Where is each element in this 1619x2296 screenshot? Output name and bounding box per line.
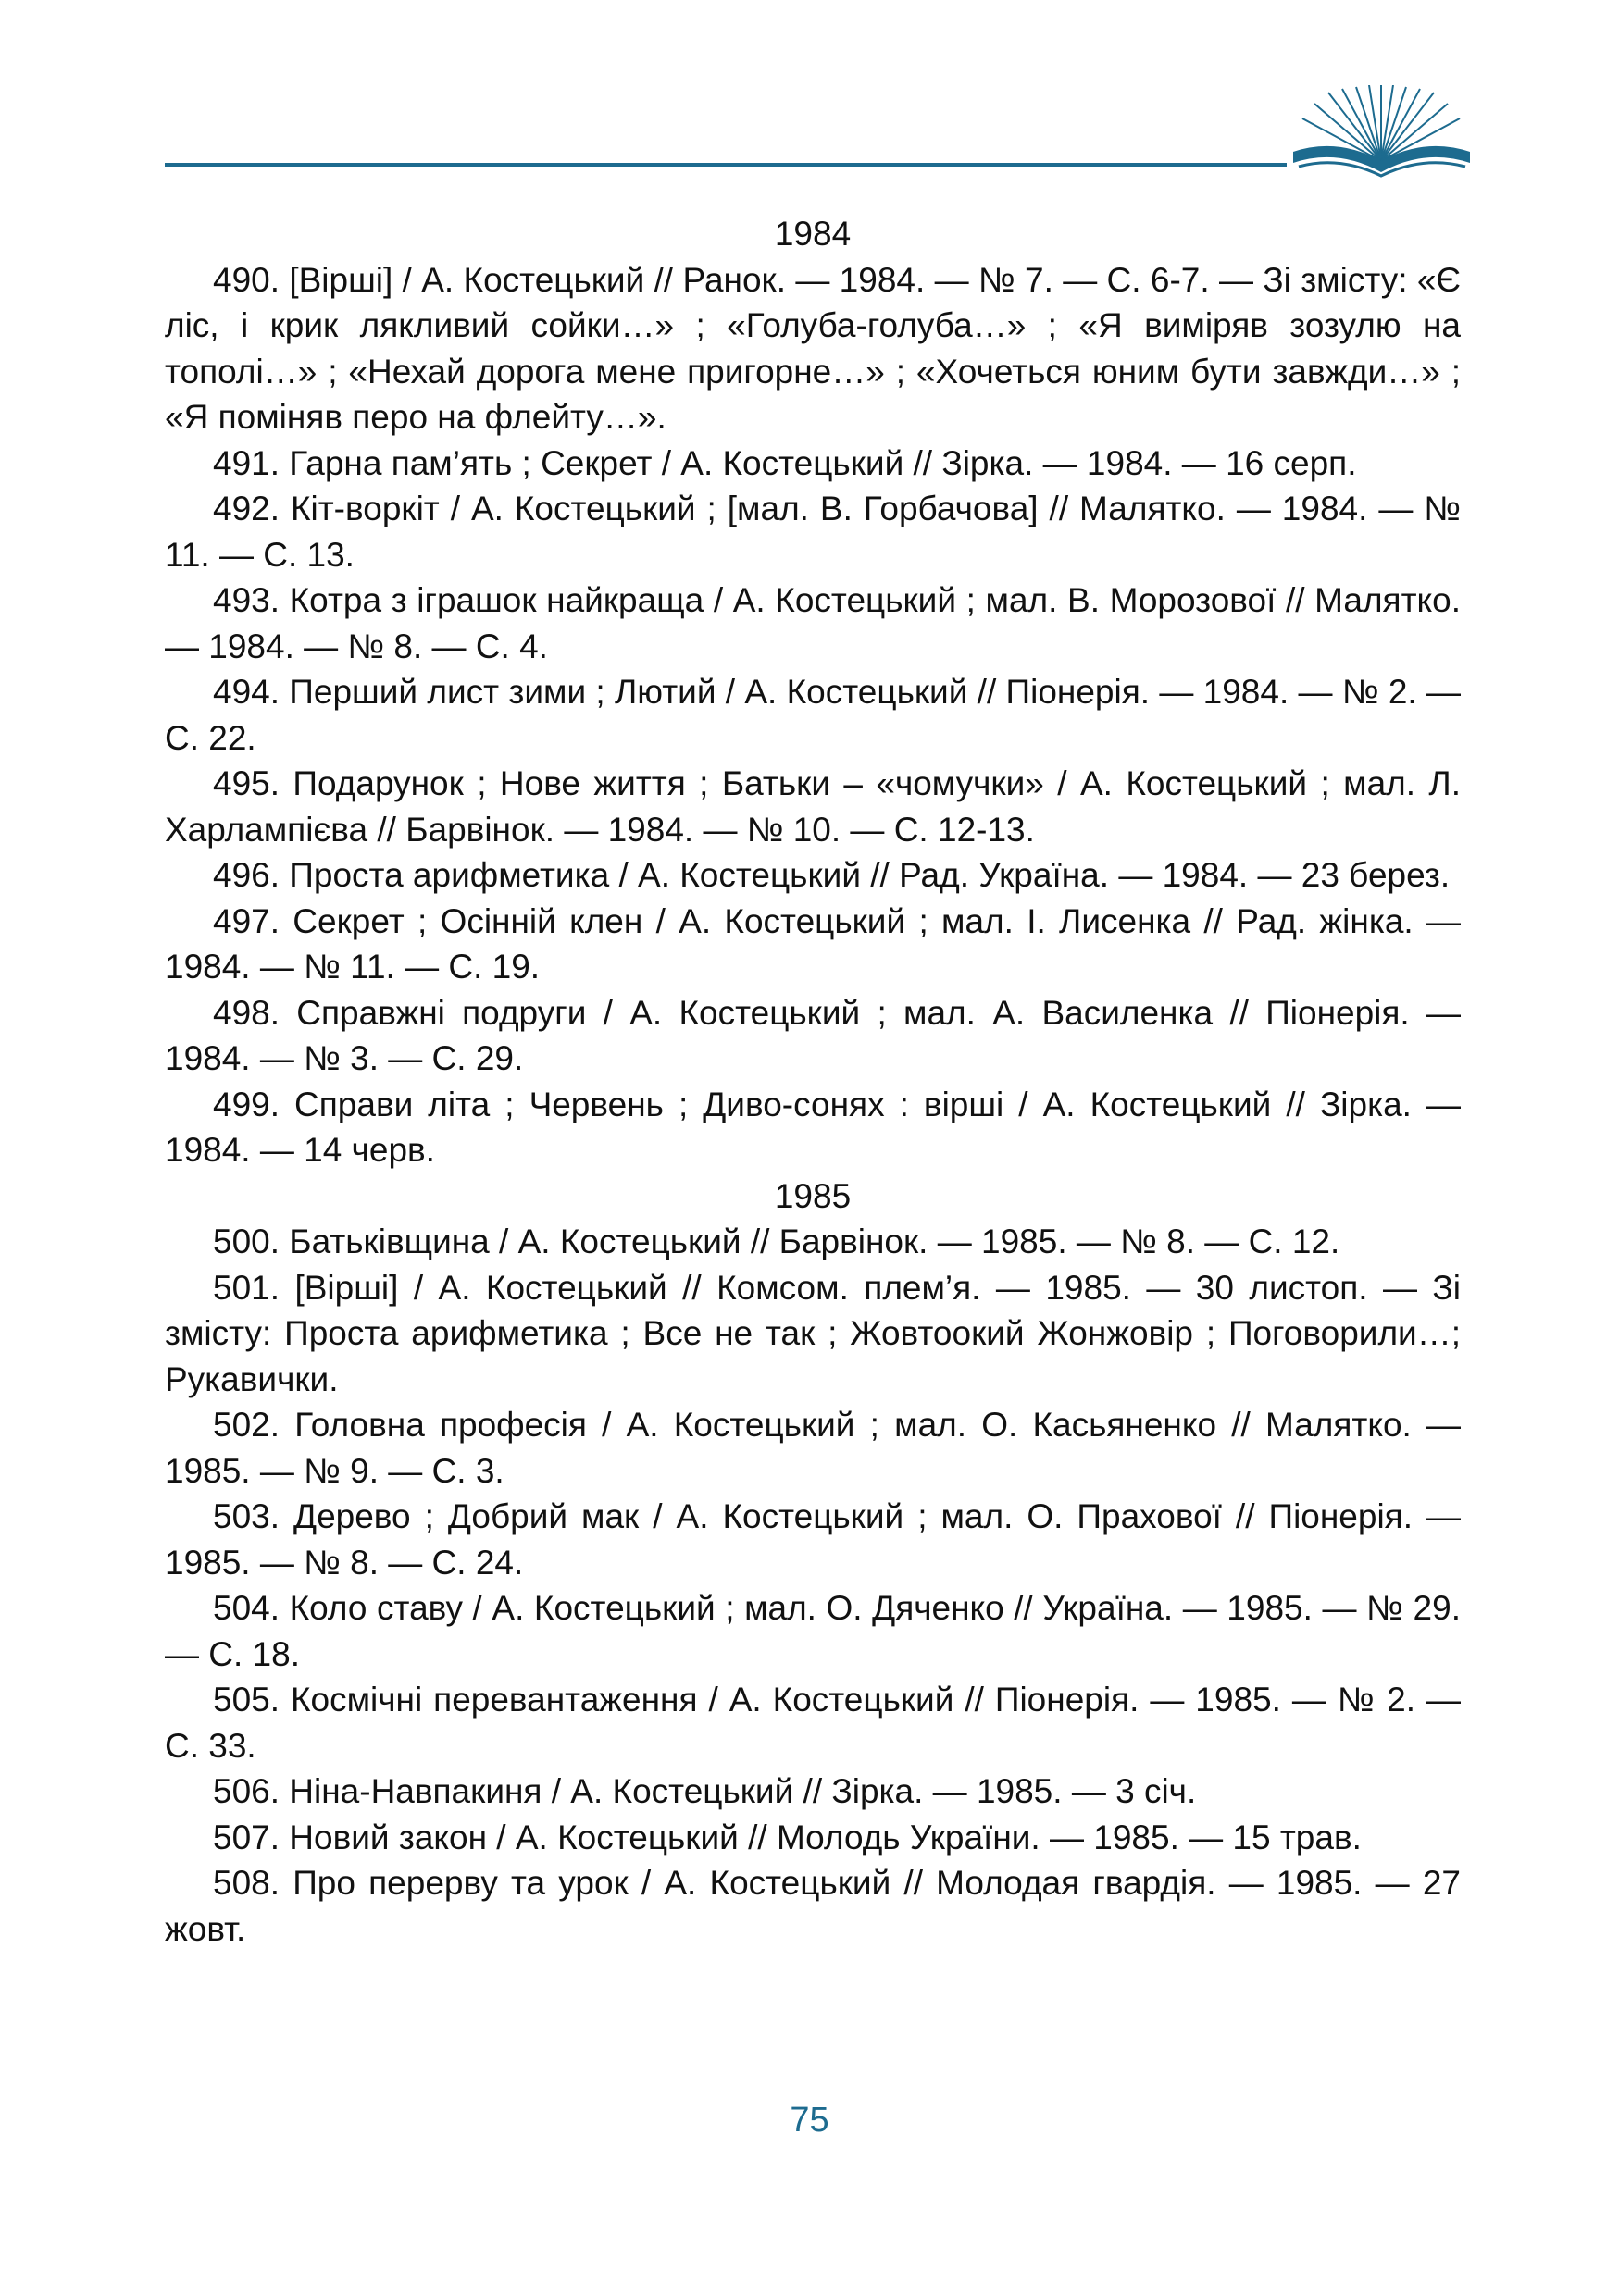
year-heading: 1984 bbox=[774, 215, 852, 253]
section-1984 bbox=[165, 211, 1461, 1173]
entry-502: 502. Головна професія / А. Костецький ; мал. О. Касьяненко // Малятко. — 1985. — № 9. — С. 3. bbox=[165, 1406, 1461, 1490]
entry-499: 499. Справи літа ; Червень ; Диво-сонях : вірші / А. Костецький // Зірка. — 1984. — 14 черв. bbox=[165, 1085, 1461, 1169]
entry-492: 492. Кіт-воркіт / А. Костецький ; [мал. В. Горбачова] // Малятко. — 1984. — № 11. — С. 13. bbox=[165, 490, 1461, 574]
entry-495: 495. Подарунок ; Нове життя ; Батьки – «чомучки» / А. Костецький ; мал. Л. Харлампієва // Барвінок. — 1984. — № 10. — С. 12-13. bbox=[165, 764, 1461, 849]
entry-490: 490. [Вірші] / А. Костецький // Ранок. — 1984. — № 7. — С. 6-7. — Зі змісту: «Є ліс, і крик лякливий сойки…» ; «Голуба-голуба…» ; «Я виміряв зозулю на тополі…» ; «Нехай дорога мене пригорне…» ; «Хочеться юним бути завжди…» ; «Я поміняв перо на флейту…». bbox=[165, 260, 1461, 436]
entry-496: 496. Проста арифметика / А. Костецький // Рад. Україна. — 1984. — 23 берез. bbox=[213, 856, 1451, 894]
entry-494: 494. Перший лист зими ; Лютий / А. Костецький // Піонерія. — 1984. — № 2. — С. 22. bbox=[165, 673, 1461, 757]
entry-501: 501. [Вірші] / А. Костецький // Комсом. плем’я. — 1985. — 30 листоп. — Зі змісту: Проста арифметика ; Все не так ; Жовтоокий Жонжовір ; Поговорили…; Рукавички. bbox=[165, 1268, 1461, 1398]
entry-493: 493. Котра з іграшок найкраща / А. Костецький ; мал. В. Морозової // Малятко. — 1984. — № 8. — С. 4. bbox=[165, 581, 1461, 665]
entry-491: 491. Гарна пам’ять ; Секрет / А. Костецький // Зірка. — 1984. — 16 серп. bbox=[213, 443, 1357, 482]
entry-507: 507. Новий закон / А. Костецький // Молодь України. — 1985. — 15 трав. bbox=[213, 1818, 1362, 1856]
entry-500: 500. Батьківщина / А. Костецький // Барвінок. — 1985. — № 8. — С. 12. bbox=[213, 1222, 1340, 1260]
entry-497: 497. Секрет ; Осінній клен / А. Костецький ; мал. І. Лисенка // Рад. жінка. — 1984. — № 11. — С. 19. bbox=[165, 901, 1461, 986]
year-heading: 1985 bbox=[774, 1176, 852, 1215]
entry-503: 503. Дерево ; Добрий мак / А. Костецький ; мал. О. Прахової // Піонерія. — 1985. — № 8. — С. 24. bbox=[165, 1497, 1461, 1582]
entry-506: 506. Ніна-Навпакиня / А. Костецький // Зірка. — 1985. — 3 січ. bbox=[213, 1772, 1197, 1810]
section-1985 bbox=[165, 1173, 1461, 1953]
entry-505: 505. Космічні перевантаження / А. Костецький // Піонерія. — 1985. — № 2. — С. 33. bbox=[165, 1681, 1461, 1765]
page-number: 75 bbox=[790, 2101, 829, 2140]
open-book-icon bbox=[1291, 85, 1472, 178]
entry-504: 504. Коло ставу / А. Костецький ; мал. О. Дяченко // Україна. — 1985. — № 29. — С. 18. bbox=[165, 1589, 1461, 1673]
entry-498: 498. Справжні подруги / А. Костецький ; мал. А. Василенка // Піонерія. — 1984. — № 3. — С. 29. bbox=[165, 993, 1461, 1077]
header-rule bbox=[165, 163, 1287, 167]
entry-508: 508. Про перерву та урок / А. Костецький // Молодая гвардія. — 1985. — 27 жовт. bbox=[165, 1864, 1461, 1948]
bibliography bbox=[165, 211, 1461, 1952]
